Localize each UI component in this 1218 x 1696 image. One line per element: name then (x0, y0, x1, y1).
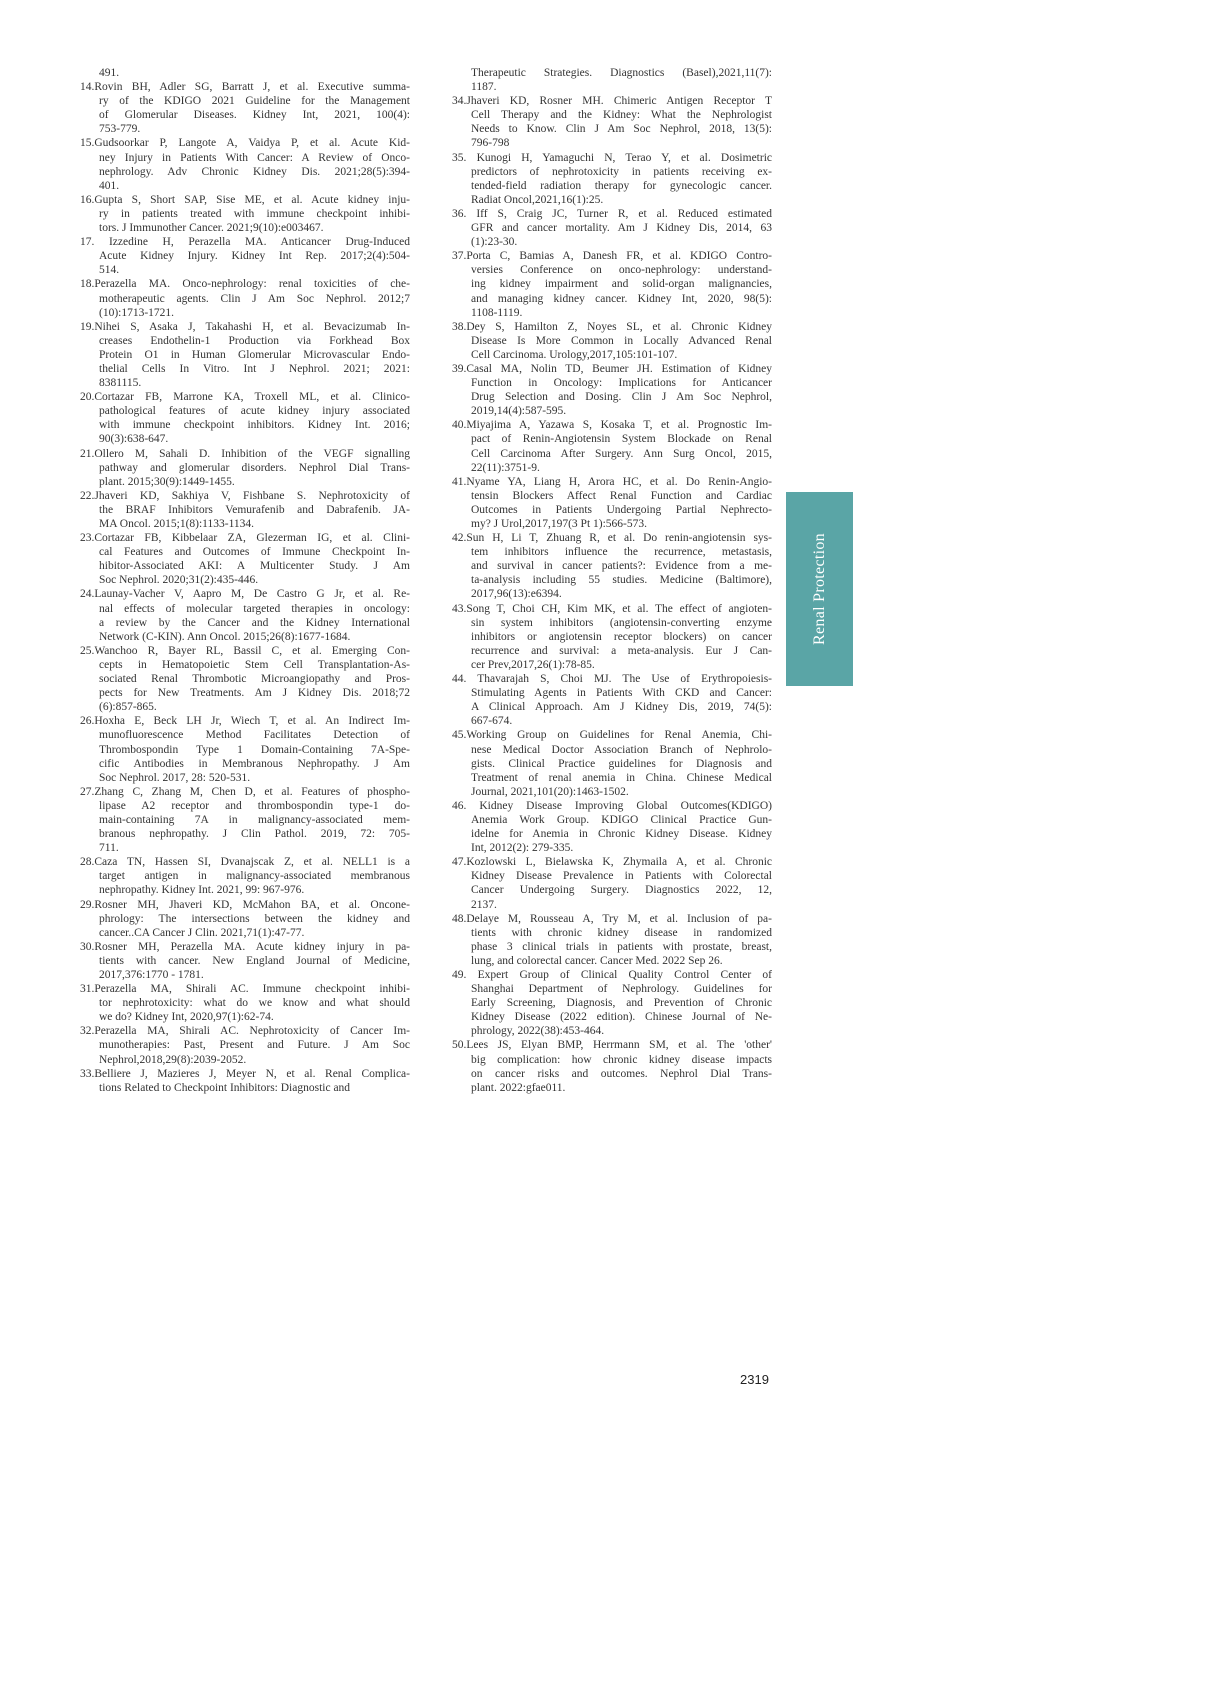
reference-entry (452, 66, 772, 94)
reference-line: of Glomerular Diseases. Kidney Int, 2021, 100(4): (99, 109, 410, 122)
reference-entry (452, 968, 772, 1038)
reference-line: 8381115. (99, 377, 142, 390)
reference-entry (80, 390, 410, 446)
reference-line: 31.Perazella MA, Shirali AC. Immune checkpoint inhibi- (80, 983, 410, 996)
reference-entry (80, 447, 410, 489)
reference-line: 18.Perazella MA. Onco-nephrology: renal toxicities of che- (80, 278, 410, 291)
reference-line: Soc Nephrol. 2020;31(2):435-446. (99, 574, 259, 587)
reference-entry (452, 855, 772, 911)
reference-line: Stimulating Agents in Patients With CKD and Cancer: (471, 687, 772, 700)
reference-line: predictors of nephrotoxicity in patients receiving ex- (471, 165, 772, 178)
reference-line: 23.Cortazar FB, Kibbelaar ZA, Glezerman IG, et al. Clini- (80, 532, 410, 545)
reference-line: motherapeutic agents. Clin J Am Soc Nephrol. 2012;7 (99, 292, 410, 305)
reference-line: 22.Jhaveri KD, Sakhiya V, Fishbane S. Nephrotoxicity of (80, 489, 410, 502)
reference-line: tensin Blockers Affect Renal Function and Cardiac (471, 489, 772, 502)
reference-entry (80, 531, 410, 587)
reference-line: 2017,376:1770 - 1781. (99, 969, 204, 981)
reference-line: 41.Nyame YA, Liang H, Arora HC, et al. Do Renin-Angio- (452, 475, 772, 488)
reference-entry (80, 898, 410, 940)
reference-line: Drug Selection and Dosing. Clin J Am Soc Nephrol, (471, 391, 772, 404)
reference-entry (452, 475, 772, 531)
reference-entry (452, 602, 772, 672)
reference-list-left (80, 66, 410, 1095)
reference-entry (80, 785, 410, 855)
reference-line: 49. Expert Group of Clinical Quality Control Center of (452, 969, 772, 981)
reference-line: cancer..CA Cancer J Clin. 2021,71(1):47-77. (99, 926, 305, 939)
reference-line: ing kidney impairment and solid-organ malignancies, (471, 278, 772, 291)
reference-line: big complication: how chronic kidney disease impacts (471, 1053, 772, 1066)
reference-line: cal Features and Outcomes of Immune Checkpoint In- (99, 546, 410, 559)
reference-line: idelne for Anemia in Chronic Kidney Disease. Kidney (471, 828, 772, 841)
reference-line: 25.Wanchoo R, Bayer RL, Bassil C, et al. Emerging Con- (80, 644, 410, 657)
reference-line: A Clinical Approach. Am J Kidney Dis, 2019, 74(5): (471, 701, 772, 714)
reference-entry (80, 136, 410, 192)
reference-line: ry in patients treated with immune checkpoint inhibi- (99, 207, 410, 220)
reference-line: 26.Hoxha E, Beck LH Jr, Wiech T, et al. An Indirect Im- (80, 715, 410, 728)
reference-line: 22(11):3751-9. (471, 461, 540, 474)
reference-entry (80, 66, 410, 80)
reference-line: 46. Kidney Disease Improving Global Outcomes(KDIGO) (452, 799, 772, 812)
reference-line: 24.Launay-Vacher V, Aapro M, De Castro G Jr, et al. Re- (80, 588, 410, 601)
reference-line: Disease Is More Common in Locally Advanced Renal (471, 334, 772, 347)
reference-entry (80, 193, 410, 235)
reference-line: Outcomes in Patients Undergoing Partial Nephrecto- (471, 503, 772, 516)
reference-line: 796-798 (471, 137, 510, 150)
reference-line: 37.Porta C, Bamias A, Danesh FR, et al. KDIGO Contro- (452, 250, 772, 263)
reference-line: 401. (99, 179, 120, 192)
reference-line: pathological features of acute kidney injury associated (99, 405, 410, 418)
page-number: 2319 (740, 1372, 769, 1387)
reference-entry (80, 855, 410, 897)
reference-line: 1187. (471, 81, 497, 94)
reference-line: cer Prev,2017,26(1):78-85. (471, 658, 595, 671)
reference-entry (80, 1024, 410, 1066)
reference-line: munotherapies: Past, Present and Future. J Am Soc (99, 1039, 410, 1052)
reference-line: we do? Kidney Int, 2020,97(1):62-74. (99, 1011, 274, 1024)
reference-line: cepts in Hematopoietic Stem Cell Transplantation-As- (99, 658, 410, 671)
reference-line: 34.Jhaveri KD, Rosner MH. Chimeric Antigen Receptor T (452, 95, 772, 108)
reference-line: tor nephrotoxicity: what do we know and what should (99, 997, 410, 1010)
reference-line: ry of the KDIGO 2021 Guideline for the Management (99, 95, 410, 108)
reference-line: inhibitors or angiotensin receptor blockers) on cancer (471, 630, 772, 643)
reference-line: 16.Gupta S, Short SAP, Sise ME, et al. Acute kidney inju- (80, 193, 410, 206)
reference-entry (80, 277, 410, 319)
reference-line: 90(3):638-647. (99, 433, 169, 446)
reference-line: munofluorescence Method Facilitates Detection of (99, 729, 410, 742)
reference-line: pact of Renin-Angiotensin System Blockade on Renal (471, 433, 772, 446)
reference-line: Therapeutic Strategies. Diagnostics (Basel),2021,11(7): (471, 67, 772, 79)
reference-line: and survival in cancer patients?: Evidence from a me- (471, 560, 772, 573)
reference-line: Treatment of renal anemia in China. Chinese Medical (471, 771, 772, 784)
reference-line: 50.Lees JS, Elyan BMP, Herrmann SM, et al. The 'other' (452, 1039, 772, 1052)
reference-entry (80, 644, 410, 714)
reference-line: GFR and cancer mortality. Am J Kidney Dis, 2014, 63 (471, 222, 772, 235)
reference-line: plant. 2015;30(9):1449-1455. (99, 475, 235, 488)
reference-line: (6):857-865. (99, 701, 157, 714)
reference-entry (452, 531, 772, 601)
reference-line: 30.Rosner MH, Perazella MA. Acute kidney injury in pa- (80, 940, 410, 953)
reference-entry (452, 362, 772, 418)
reference-line: thelial Cells In Vitro. Int J Nephrol. 2021; 2021: (99, 362, 410, 375)
reference-line: hibitor-Associated AKI: A Multicenter Study. J Am (99, 560, 410, 573)
reference-line: pathway and glomerular disorders. Nephrol Dial Trans- (99, 461, 410, 474)
reference-line: 47.Kozlowski L, Bielawska K, Zhymaila A, et al. Chronic (452, 856, 772, 869)
reference-line: 44. Thavarajah S, Choi MJ. The Use of Erythropoiesis- (452, 673, 772, 686)
reference-line: target antigen in malignancy-associated membranous (99, 870, 410, 883)
reference-line: 514. (99, 264, 120, 277)
reference-line: 20.Cortazar FB, Marrone KA, Troxell ML, et al. Clinico- (80, 391, 410, 404)
reference-line: sociated Renal Thrombotic Microangiopathy and Pros- (99, 673, 410, 686)
reference-entry (452, 151, 772, 207)
reference-line: 36. Iff S, Craig JC, Turner R, et al. Reduced estimated (452, 207, 772, 220)
reference-entry (452, 249, 772, 319)
reference-entry (452, 94, 772, 150)
reference-line: 1108-1119. (471, 306, 523, 319)
reference-line: with immune checkpoint inhibitors. Kidney Int. 2016; (99, 419, 410, 432)
reference-line: 491. (99, 67, 120, 79)
reference-entry (452, 320, 772, 362)
reference-line: Function in Oncology: Implications for Anticancer (471, 377, 772, 390)
reference-line: Cancer Undergoing Surgery. Diagnostics 2022, 12, (471, 884, 772, 897)
reference-line: 21.Ollero M, Sahali D. Inhibition of the VEGF signalling (80, 447, 410, 460)
reference-entry (80, 489, 410, 531)
reference-line: 28.Caza TN, Hassen SI, Dvanajscak Z, et al. NELL1 is a (80, 856, 410, 869)
reference-line: Kidney Disease (2022 edition). Chinese Journal of Ne- (471, 1011, 772, 1024)
reference-line: Thrombospondin Type 1 Domain-Containing 7A-Spe- (99, 743, 410, 756)
reference-line: Radiat Oncol,2021,16(1):25. (471, 193, 604, 206)
section-tab-label: Renal Protection (810, 533, 828, 645)
reference-line: 42.Sun H, Li T, Zhuang R, et al. Do renin-angiotensin sys- (452, 532, 772, 545)
reference-line: a review by the Cancer and the Kidney International (99, 616, 410, 629)
reference-line: 667-674. (471, 715, 513, 728)
reference-entry (80, 235, 410, 277)
reference-line: cific Antibodies in Membranous Nephropathy. J Am (99, 757, 410, 770)
reference-line: Soc Nephrol. 2017, 28: 520-531. (99, 771, 251, 784)
reference-line: creases Endothelin-1 Production via Forkhead Box (99, 334, 410, 347)
reference-line: gists. Clinical Practice guidelines for Diagnosis and (471, 757, 772, 770)
reference-line: 17. Izzedine H, Perazella MA. Anticancer Drug-Induced (80, 236, 410, 249)
reference-line: 39.Casal MA, Nolin TD, Beumer JH. Estimation of Kidney (452, 362, 772, 375)
reference-entry (80, 1067, 410, 1095)
reference-entry (452, 672, 772, 728)
reference-entry (80, 940, 410, 982)
reference-line: 19.Nihei S, Asaka J, Takahashi H, et al. Bevacizumab In- (80, 320, 410, 333)
reference-line: versies Conference on onco-nephrology: understand- (471, 264, 772, 277)
reference-line: phrology: The intersections between the kidney and (99, 912, 410, 925)
reference-line: 32.Perazella MA, Shirali AC. Nephrotoxicity of Cancer Im- (80, 1025, 410, 1038)
reference-entry (452, 799, 772, 855)
reference-line: Cell Therapy and the Kidney: What the Nephrologist (471, 109, 772, 122)
reference-line: Acute Kidney Injury. Kidney Int Rep. 2017;2(4):504- (99, 250, 410, 263)
reference-line: 753-779. (99, 123, 141, 136)
reference-line: main-containing 7A in malignancy-associated mem- (99, 813, 410, 826)
reference-line: Network (C-KIN). Ann Oncol. 2015;26(8):1677-1684. (99, 630, 351, 643)
reference-line: 2019,14(4):587-595. (471, 405, 567, 418)
reference-line: tem inhibitors influence the recurrence, metastasis, (471, 546, 772, 559)
reference-line: lipase A2 receptor and thrombospondin type-1 do- (99, 799, 410, 812)
reference-entry (452, 728, 772, 798)
reference-entry (80, 80, 410, 136)
reference-line: 15.Gudsoorkar P, Langote A, Vaidya P, et al. Acute Kid- (80, 137, 410, 150)
reference-line: 45.Working Group on Guidelines for Renal Anemia, Chi- (452, 729, 772, 742)
reference-line: Int, 2012(2): 279-335. (471, 842, 574, 855)
reference-line: tended-field radiation therapy for gynecologic cancer. (471, 179, 772, 192)
reference-line: nephrology. Adv Chronic Kidney Dis. 2021;28(5):394- (99, 165, 410, 178)
reference-line: branous nephropathy. J Clin Pathol. 2019, 72: 705- (99, 828, 410, 841)
reference-line: my? J Urol,2017,197(3 Pt 1):566-573. (471, 518, 648, 530)
section-tab (786, 492, 853, 686)
reference-line: 29.Rosner MH, Jhaveri KD, McMahon BA, et al. Oncone- (80, 898, 410, 911)
reference-entry (80, 714, 410, 784)
reference-line: MA Oncol. 2015;1(8):1133-1134. (99, 518, 255, 530)
reference-line: ney Injury in Patients With Cancer: A Review of Onco- (99, 151, 410, 164)
reference-line: Shanghai Department of Nephrology. Guidelines for (471, 983, 772, 996)
reference-line: plant. 2022:gfae011. (471, 1081, 566, 1094)
reference-line: (10):1713-1721. (99, 306, 175, 319)
reference-entry (452, 418, 772, 474)
reference-entry (80, 982, 410, 1024)
reference-line: the BRAF Inhibitors Vemurafenib and Dabrafenib. JA- (99, 503, 410, 516)
reference-line: pects for New Treatments. Am J Kidney Dis. 2018;72 (99, 687, 410, 700)
reference-line: tors. J Immunother Cancer. 2021;9(10):e003467. (99, 222, 324, 235)
reference-line: sin system inhibitors (angiotensin-converting enzyme (471, 616, 772, 629)
reference-line: 711. (99, 842, 119, 855)
reference-line: Protein O1 in Human Glomerular Microvascular Endo- (99, 348, 410, 361)
reference-line: and managing kidney cancer. Kidney Int, 2020, 98(5): (471, 292, 772, 305)
reference-line: tients with chronic kidney disease in randomized (471, 926, 772, 939)
reference-entry (452, 912, 772, 968)
reference-line: 27.Zhang C, Zhang M, Chen D, et al. Features of phospho- (80, 785, 410, 798)
reference-line: 2137. (471, 898, 497, 911)
reference-line: Needs to Know. Clin J Am Soc Nephrol, 2018, 13(5): (471, 123, 772, 136)
reference-line: Anemia Work Group. KDIGO Clinical Practice Gun- (471, 813, 772, 826)
reference-line: Cell Carcinoma After Surgery. Ann Surg Oncol, 2015, (471, 447, 772, 460)
reference-line: nal effects of molecular targeted therapies in oncology: (99, 602, 410, 615)
reference-line: 33.Belliere J, Mazieres J, Meyer N, et al. Renal Complica- (80, 1067, 410, 1080)
reference-line: 48.Delaye M, Rousseau A, Try M, et al. Inclusion of pa- (452, 912, 772, 925)
reference-line: nephropathy. Kidney Int. 2021, 99: 967-976. (99, 884, 305, 897)
reference-line: Journal, 2021,101(20):1463-1502. (471, 785, 629, 798)
reference-line: 35. Kunogi H, Yamaguchi N, Terao Y, et al. Dosimetric (452, 151, 772, 164)
reference-line: tients with cancer. New England Journal of Medicine, (99, 954, 410, 967)
reference-line: recurrence and survival: a meta-analysis. Eur J Can- (471, 644, 772, 657)
reference-line: tions Related to Checkpoint Inhibitors: Diagnostic and (99, 1081, 351, 1094)
reference-line: 2017,96(13):e6394. (471, 588, 562, 601)
reference-line: 43.Song T, Choi CH, Kim MK, et al. The effect of angioten- (452, 602, 772, 615)
reference-line: 40.Miyajima A, Yazawa S, Kosaka T, et al. Prognostic Im- (452, 419, 772, 432)
reference-line: lung, and colorectal cancer. Cancer Med. 2022 Sep 26. (471, 954, 723, 967)
reference-line: Early Screening, Diagnosis, and Prevention of Chronic (471, 997, 772, 1010)
reference-entry (452, 207, 772, 249)
reference-entry (80, 320, 410, 390)
reference-entry (80, 587, 410, 643)
reference-line: (1):23-30. (471, 236, 518, 249)
reference-list-right (452, 66, 772, 1095)
reference-line: Kidney Disease Prevalence in Patients with Colorectal (471, 870, 772, 883)
reference-entry (452, 1038, 772, 1094)
reference-line: phrology, 2022(38):453-464. (471, 1025, 605, 1038)
reference-line: ta-analysis including 55 studies. Medicine (Baltimore), (471, 574, 772, 587)
reference-line: 38.Dey S, Hamilton Z, Noyes SL, et al. Chronic Kidney (452, 320, 772, 333)
reference-line: Cell Carcinoma. Urology,2017,105:101-107. (471, 348, 678, 361)
reference-line: phase 3 clinical trials in patients with prostate, breast, (471, 940, 772, 953)
reference-line: on cancer risks and outcomes. Nephrol Dial Trans- (471, 1067, 772, 1080)
reference-line: 14.Rovin BH, Adler SG, Barratt J, et al. Executive summa- (80, 81, 410, 94)
reference-line: Nephrol,2018,29(8):2039-2052. (99, 1053, 247, 1066)
reference-line: nese Medical Doctor Association Branch of Nephrolo- (471, 743, 772, 756)
